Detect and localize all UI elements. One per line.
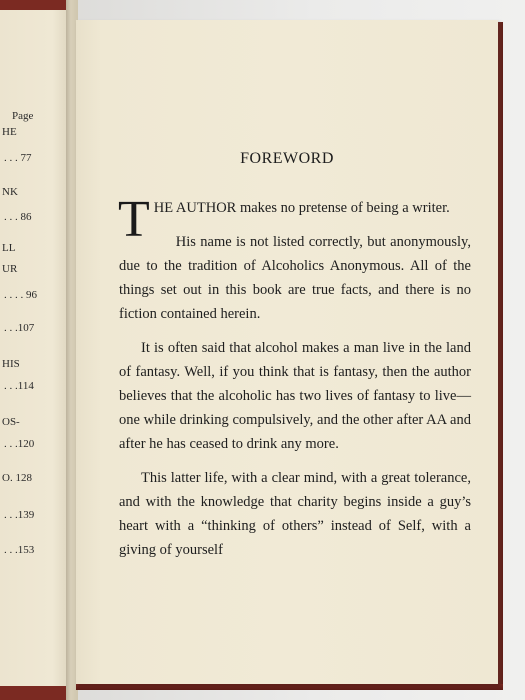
toc-entry-fragment: . . . . 96 (4, 289, 37, 301)
book-cover-edge-top (0, 0, 66, 10)
toc-entry-fragment: . . . 77 (4, 152, 32, 164)
paragraph-3: It is often said that alcohol makes a man live in the land of fantasy. Well, if you think that is fantasy, then the author believes that the alcoholic has two lives of fantasy to live—one while drinking compulsively, and the other after AA and after he has ceased to drink any more. (119, 340, 471, 452)
toc-entry-fragment: OS- (2, 416, 20, 428)
page-column-label: Page (12, 110, 34, 122)
page-title: FOREWORD (240, 150, 334, 167)
right-page (76, 20, 498, 684)
toc-entry-fragment: . . . 86 (4, 211, 32, 223)
toc-entry-fragment: . . .114 (4, 380, 34, 392)
paragraph-4: This latter life, with a clear mind, with a great tolerance, and with the knowledge that charity begins inside a guy’s heart with a “thinking of others” instead of Self, with a giving of yourself (119, 470, 471, 558)
paragraph-1-text: makes no pretense of being a writer. (236, 200, 450, 216)
toc-entry-fragment: LL (2, 242, 16, 254)
toc-entry-fragment: UR (2, 263, 18, 275)
toc-entry-fragment: . . .120 (4, 438, 35, 450)
body-text (118, 191, 471, 572)
book-cover-edge-bottom-right (76, 684, 503, 690)
toc-entry-fragment: . . .153 (4, 544, 35, 556)
toc-entry-fragment: . . .139 (4, 509, 35, 521)
toc-entry-fragment: O. 128 (2, 472, 32, 484)
paragraph-2: His name is not listed correctly, but anonymously, due to the tradition of Alcoholics Anonymous. All of the things set out in this book are true facts, and there is no fiction contained herein. (119, 234, 471, 322)
left-page (0, 0, 67, 700)
toc-entry-fragment: HIS (2, 358, 20, 370)
toc-entry-fragment: HE (2, 126, 17, 138)
book-cover-edge-bottom (0, 686, 66, 700)
drop-cap: T (118, 191, 150, 248)
smallcaps-lead: HE AUTHOR (153, 200, 237, 216)
paragraph-1 (118, 191, 471, 248)
toc-entry-fragment: . . .107 (4, 322, 35, 334)
toc-entry-fragment: NK (2, 186, 18, 198)
